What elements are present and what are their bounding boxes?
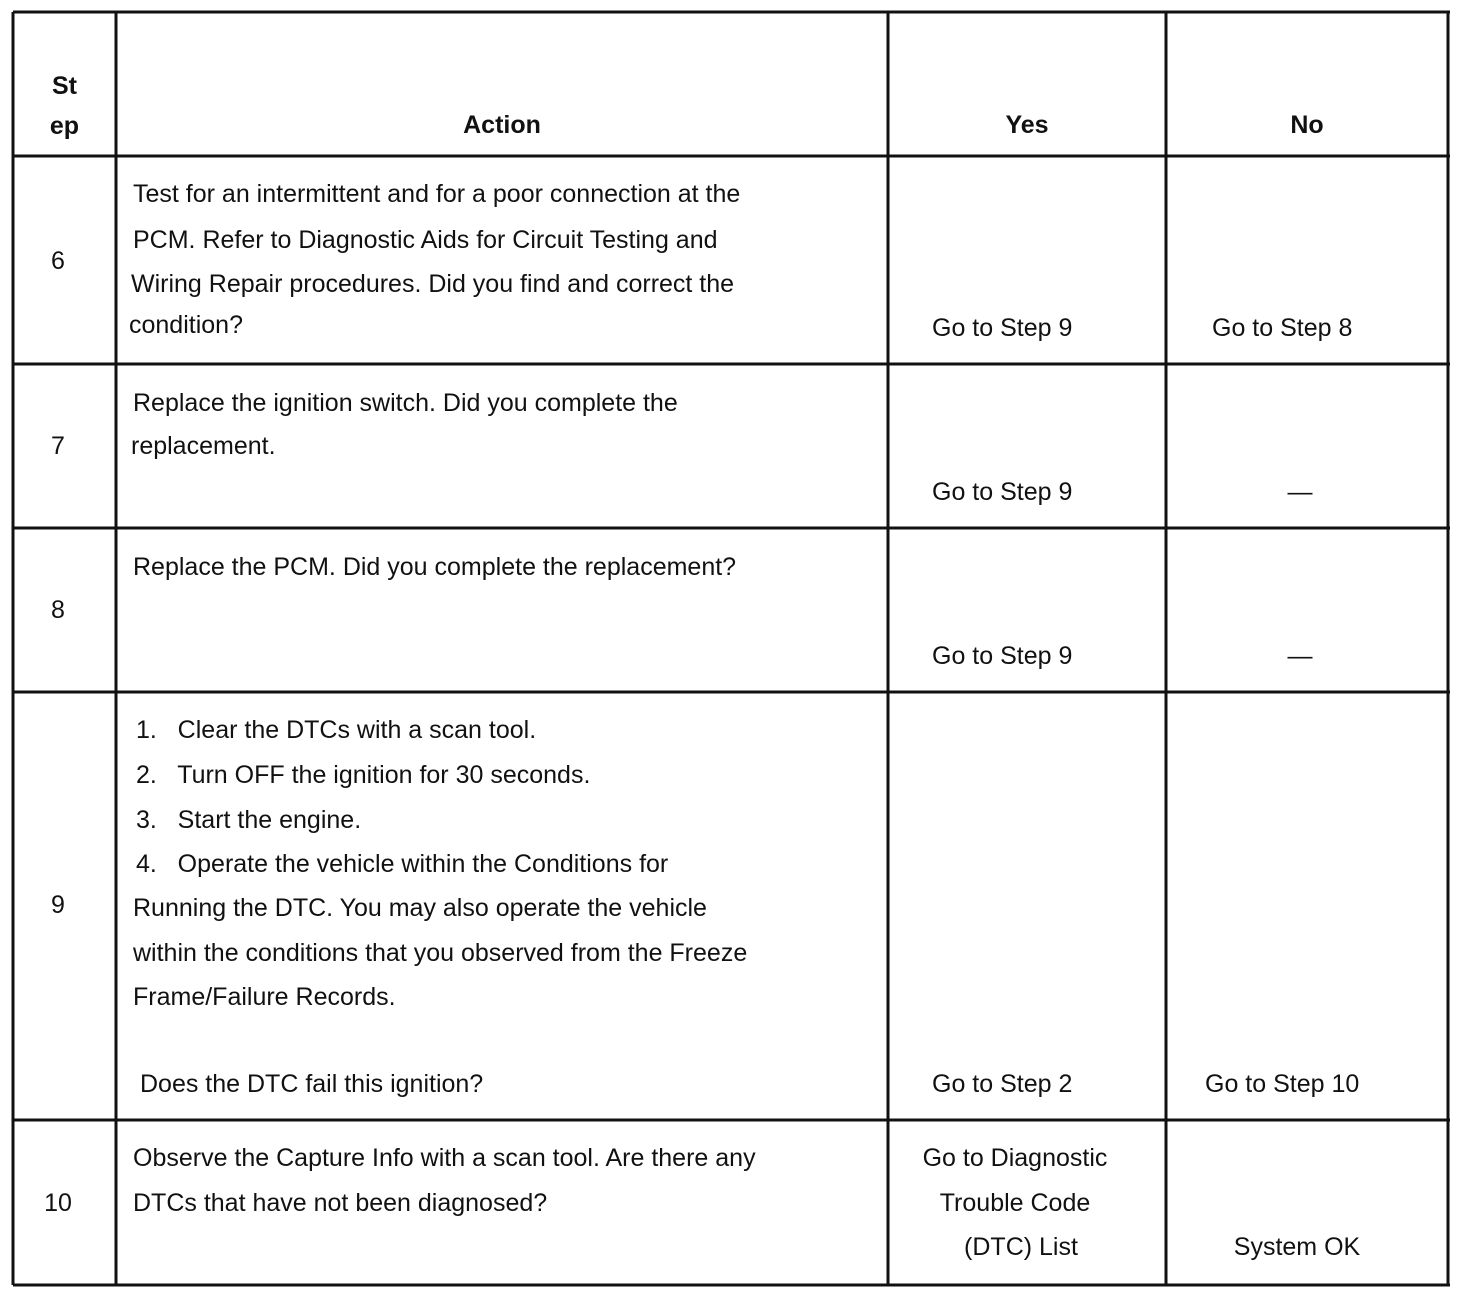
action-line: Replace the PCM. Did you complete the replacement? — [133, 553, 737, 581]
yes-result: Go to Diagnostic — [922, 1144, 1108, 1172]
yes-result: Go to Step 9 — [932, 314, 1073, 342]
action-line: DTCs that have not been diagnosed? — [133, 1189, 548, 1217]
no-result: System OK — [1233, 1233, 1361, 1261]
action-line: 2. Turn OFF the ignition for 30 seconds. — [136, 761, 591, 789]
action-line: Replace the ignition switch. Did you complete the — [133, 389, 678, 417]
no-result: — — [1287, 642, 1313, 670]
action-line: 3. Start the engine. — [136, 806, 362, 834]
action-line: Test for an intermittent and for a poor connection at the — [133, 180, 741, 208]
no-result: — — [1287, 478, 1313, 506]
action-line: Running the DTC. You may also operate the vehicle — [133, 894, 707, 922]
header-step-line-1: St — [52, 72, 77, 100]
header-no: No — [1290, 111, 1324, 139]
step-number: 8 — [51, 596, 65, 624]
step-number: 10 — [44, 1189, 72, 1217]
action-line: 4. Operate the vehicle within the Conditions for — [136, 850, 669, 878]
no-result: Go to Step 10 — [1205, 1070, 1360, 1098]
header-yes: Yes — [1005, 111, 1049, 139]
action-line: PCM. Refer to Diagnostic Aids for Circuit Testing and — [133, 226, 718, 254]
header-step-line-2: ep — [49, 112, 80, 140]
header-action: Action — [463, 111, 541, 139]
action-line: 1. Clear the DTCs with a scan tool. — [136, 716, 537, 744]
yes-result: Go to Step 9 — [932, 642, 1073, 670]
action-line: replacement. — [131, 432, 276, 460]
action-line: Observe the Capture Info with a scan tool. Are there any — [133, 1144, 756, 1172]
yes-result: Go to Step 2 — [932, 1070, 1073, 1098]
action-line: within the conditions that you observed from the Freeze — [133, 939, 748, 967]
yes-result: Trouble Code — [939, 1189, 1091, 1217]
step-number: 6 — [51, 247, 65, 275]
step-number: 9 — [51, 891, 65, 919]
header-step — [13, 74, 116, 99]
yes-result: (DTC) List — [964, 1233, 1078, 1261]
step-number: 7 — [51, 432, 65, 460]
no-result: Go to Step 8 — [1212, 314, 1353, 342]
header-step — [13, 114, 116, 139]
action-line: Wiring Repair procedures. Did you find and correct the — [131, 270, 735, 298]
action-line: Does the DTC fail this ignition? — [140, 1070, 484, 1098]
action-line: condition? — [129, 311, 243, 339]
yes-result: Go to Step 9 — [932, 478, 1073, 506]
action-line: Frame/Failure Records. — [133, 983, 396, 1011]
